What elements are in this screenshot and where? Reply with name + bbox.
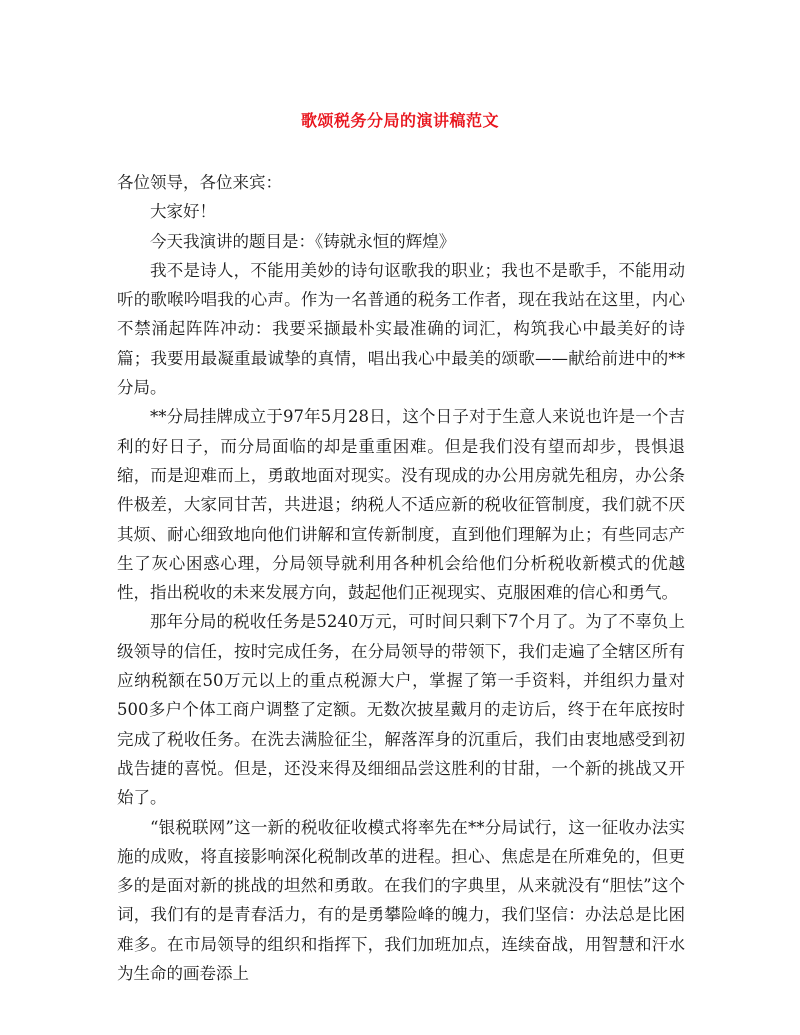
salutation-paragraph: 各位领导，各位来宾： <box>117 173 282 192</box>
greeting-paragraph: 大家好！ <box>150 202 216 222</box>
body-paragraph-2: **分局挂牌成立于97年5月28日，这个日子对于生意人来说也许是一个吉利的好日子，而分局面临的却是重重困难。但是我们没有望而却步，畏惧退缩，而是迎难而上，勇敢地面对现实。没有现成的办公用房就先租房，办公条件极差，大家同甘苦，共进退；纳税人不适应新的税收征管制度，我们就不厌其烦、耐心细致地向他们讲解和宣传新制度，直到他们理解为止；有些同志产生了灰心困惑心理，分局领导就利用各种机会给他们分析税收新模式的优越性，指出税收的未来发展方向，鼓起他们正视现实、克服困难的信心和勇气。 <box>117 407 685 603</box>
body-paragraph-3: 那年分局的税收任务是5240万元，可时间只剩下7个月了。为了不辜负上级领导的信任，按时完成任务，在分局领导的带领下，我们走遍了全辖区所有应纳税额在50万元以上的重点税源大户，掌握了第一手资料，并组织力量对500多户个体工商户调整了定额。无数次披星戴月的走访后，终于在年底按时完成了税收任务。在洗去满脸征尘，解落浑身的沉重后，我们由衷地感受到初战告捷的喜悦。但是，还没来得及细细品尝这胜利的甘甜，一个新的挑战又开始了。 <box>117 612 685 808</box>
topic-paragraph: 今天我演讲的题目是：《铸就永恒的辉煌》 <box>150 231 456 251</box>
body-paragraph-4: “银税联网”这一新的税收征收模式将率先在**分局试行，这一征收办法实施的成败，将直接影响深化税制改革的进程。担心、焦虑是在所难免的，但更多的是面对新的挑战的坦然和勇敢。在我们的字典里，从来就没有“胆怯”这个词，我们有的是青春活力，有的是勇攀险峰的魄力，我们坚信：办法总是比困难多。在市局领导的组织和指挥下，我们加班加点，连续奋战，用智慧和汗水为生命的画卷添上 <box>117 817 685 984</box>
document-title: 歌颂税务分局的演讲稿范文 <box>300 111 499 130</box>
body-paragraph-1: 我不是诗人，不能用美妙的诗句讴歌我的职业；我也不是歌手，不能用动听的歌喉吟唱我的心声。作为一名普通的税务工作者，现在我站在这里，内心不禁涌起阵阵冲动：我要采撷最朴实最准确的词汇，构筑我心中最美好的诗篇；我要用最凝重最诚挚的真情，唱出我心中最美的颂歌——献给前进中的**分局。 <box>117 260 685 398</box>
document-body <box>117 168 685 988</box>
